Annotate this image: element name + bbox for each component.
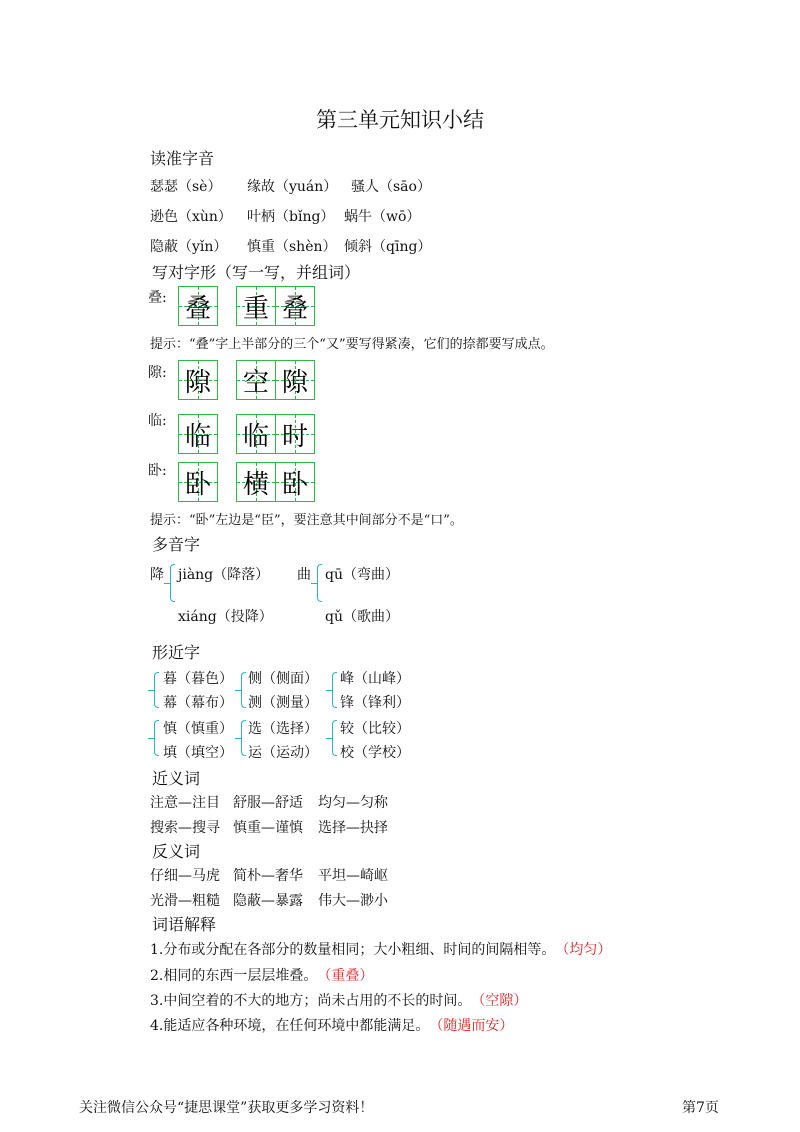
brace-icon: [241, 672, 246, 708]
hint-text: 提示：“叠”字上半部分的三个“又”要写得紧凑，它们的捺都要写成点。: [150, 337, 554, 352]
similar-item: 填（填空）: [163, 745, 233, 761]
word-pair: 简朴—奢华: [233, 868, 303, 884]
pinyin-item: 倾斜（qīng）: [344, 239, 432, 255]
word-pair: 注意—注目: [150, 795, 220, 811]
explanation-text: 2.相同的东西一层层堆叠。: [150, 968, 318, 984]
tianzige-box: [236, 414, 315, 454]
grid-cell: 临: [179, 415, 217, 453]
explanation-text: 4.能适应各种环境，在任何环境中都能满足。: [150, 1018, 430, 1034]
polyphone-reading: qū（弯曲）: [325, 567, 399, 583]
section-similar-shape: 形近字: [152, 643, 201, 662]
grid-cell: 卧: [179, 463, 217, 501]
pinyin-row: [150, 176, 431, 196]
similar-item: 暮（暮色）: [163, 671, 233, 687]
section-synonyms: 近义词: [152, 769, 201, 788]
word-pair: 慎重—谨慎: [233, 820, 303, 836]
grid-cell: 时: [275, 415, 314, 453]
writing-label: 卧:: [148, 463, 167, 479]
similar-item: 较（比较）: [340, 721, 410, 737]
explanation-item: [150, 1015, 513, 1035]
writing-label: 临:: [148, 413, 167, 429]
hint-text: 提示：“卧”左边是“臣”，要注意其中间部分不是“口”。: [150, 513, 463, 528]
grid-cell: 横: [237, 463, 275, 501]
tianzige-box: [236, 286, 315, 326]
word-pair: 光滑—粗糙: [150, 893, 220, 909]
similar-item: 峰（山峰）: [340, 671, 410, 687]
brace-icon: [170, 564, 175, 602]
tianzige-box: [236, 360, 315, 400]
pinyin-item: 隐蔽（yǐn）: [150, 239, 228, 255]
word-pair: 伟大—渺小: [318, 893, 388, 909]
tianzige-box: [178, 360, 218, 400]
writing-label: 隙:: [148, 365, 167, 381]
word-pair: 选择—抉择: [318, 820, 388, 836]
similar-item: 运（运动）: [248, 745, 318, 761]
brace-icon: [154, 720, 159, 756]
brace-icon: [317, 564, 322, 602]
explanation-answer: （重叠）: [317, 968, 374, 984]
word-pair: 隐蔽—暴露: [233, 893, 303, 909]
tianzige-box: [236, 462, 315, 502]
section-pronunciation: 读准字音: [150, 149, 215, 168]
word-pair: 平坦—崎岖: [318, 868, 388, 884]
grid-cell: 隙: [275, 361, 314, 399]
section-explanation: 词语解释: [152, 915, 217, 934]
word-pair: 舒服—舒适: [233, 795, 303, 811]
footer-promo: 关注微信公众号“捷思课堂”获取更多学习资料！: [79, 1100, 374, 1116]
grid-cell: 叠: [275, 287, 314, 325]
similar-item: 校（学校）: [340, 745, 410, 761]
pinyin-row: [150, 236, 431, 256]
brace-icon: [241, 720, 246, 756]
explanation-text: 3.中间空着的不大的地方；尚未占用的不长的时间。: [150, 993, 472, 1009]
polyphone-reading: xiáng（投降）: [178, 609, 273, 625]
explanation-item: [150, 965, 373, 985]
section-writing: 写对字形（写一写，并组词）: [152, 263, 361, 282]
writing-label: 叠:: [148, 290, 167, 306]
polyphone-reading: qǔ（歌曲）: [325, 609, 399, 625]
section-antonyms: 反义词: [152, 842, 201, 861]
similar-item: 测（测量）: [248, 695, 318, 711]
tianzige-box: [178, 414, 218, 454]
pinyin-item: 缘故（yuán）: [247, 179, 338, 195]
word-row: [150, 792, 388, 812]
similar-item: 选（选择）: [248, 721, 318, 737]
tianzige-box: [178, 286, 218, 326]
explanation-text: 1.分布或分配在各部分的数量相同；大小粗细、时间的间隔相等。: [150, 942, 556, 958]
explanation-item: [150, 990, 527, 1010]
polyphone-reading: jiàng（降落）: [178, 567, 270, 583]
grid-cell: 隙: [179, 361, 217, 399]
word-row: [150, 890, 388, 910]
grid-cell: 空: [237, 361, 275, 399]
word-pair: 仔细—马虎: [150, 868, 220, 884]
pinyin-item: 瑟瑟（sè）: [150, 179, 222, 195]
similar-item: 慎（慎重）: [163, 721, 233, 737]
grid-cell: 重: [237, 287, 275, 325]
similar-item: 侧（侧面）: [248, 671, 318, 687]
brace-icon: [332, 672, 337, 708]
pinyin-item: 骚人（sāo）: [351, 179, 431, 195]
word-row: [150, 817, 388, 837]
explanation-answer: （空隙）: [471, 993, 528, 1009]
brace-icon: [154, 672, 159, 708]
pinyin-item: 慎重（shèn）: [247, 239, 337, 255]
pinyin-item: 蜗牛（wō）: [344, 209, 421, 225]
brace-icon: [332, 720, 337, 756]
explanation-answer: （均匀）: [555, 942, 612, 958]
grid-cell: 叠: [179, 287, 217, 325]
pinyin-item: 叶柄（bǐng）: [247, 209, 335, 225]
pinyin-item: 逊色（xùn）: [150, 209, 232, 225]
similar-item: 幕（幕布）: [163, 695, 233, 711]
explanation-answer: （随遇而安）: [429, 1018, 514, 1034]
word-pair: 搜索—搜寻: [150, 820, 220, 836]
grid-cell: 卧: [275, 463, 314, 501]
pinyin-row: [150, 206, 420, 226]
polyphone-char: 降: [150, 567, 164, 583]
word-row: [150, 865, 388, 885]
explanation-item: [150, 939, 611, 959]
page-number: 第7页: [682, 1100, 719, 1116]
word-pair: 均匀—匀称: [318, 795, 388, 811]
tianzige-box: [178, 462, 218, 502]
grid-cell: 临: [237, 415, 275, 453]
page-title: 第三单元知识小结: [316, 108, 484, 132]
polyphone-char: 曲: [297, 567, 311, 583]
similar-item: 锋（锋利）: [340, 695, 410, 711]
section-polyphone: 多音字: [152, 535, 201, 554]
